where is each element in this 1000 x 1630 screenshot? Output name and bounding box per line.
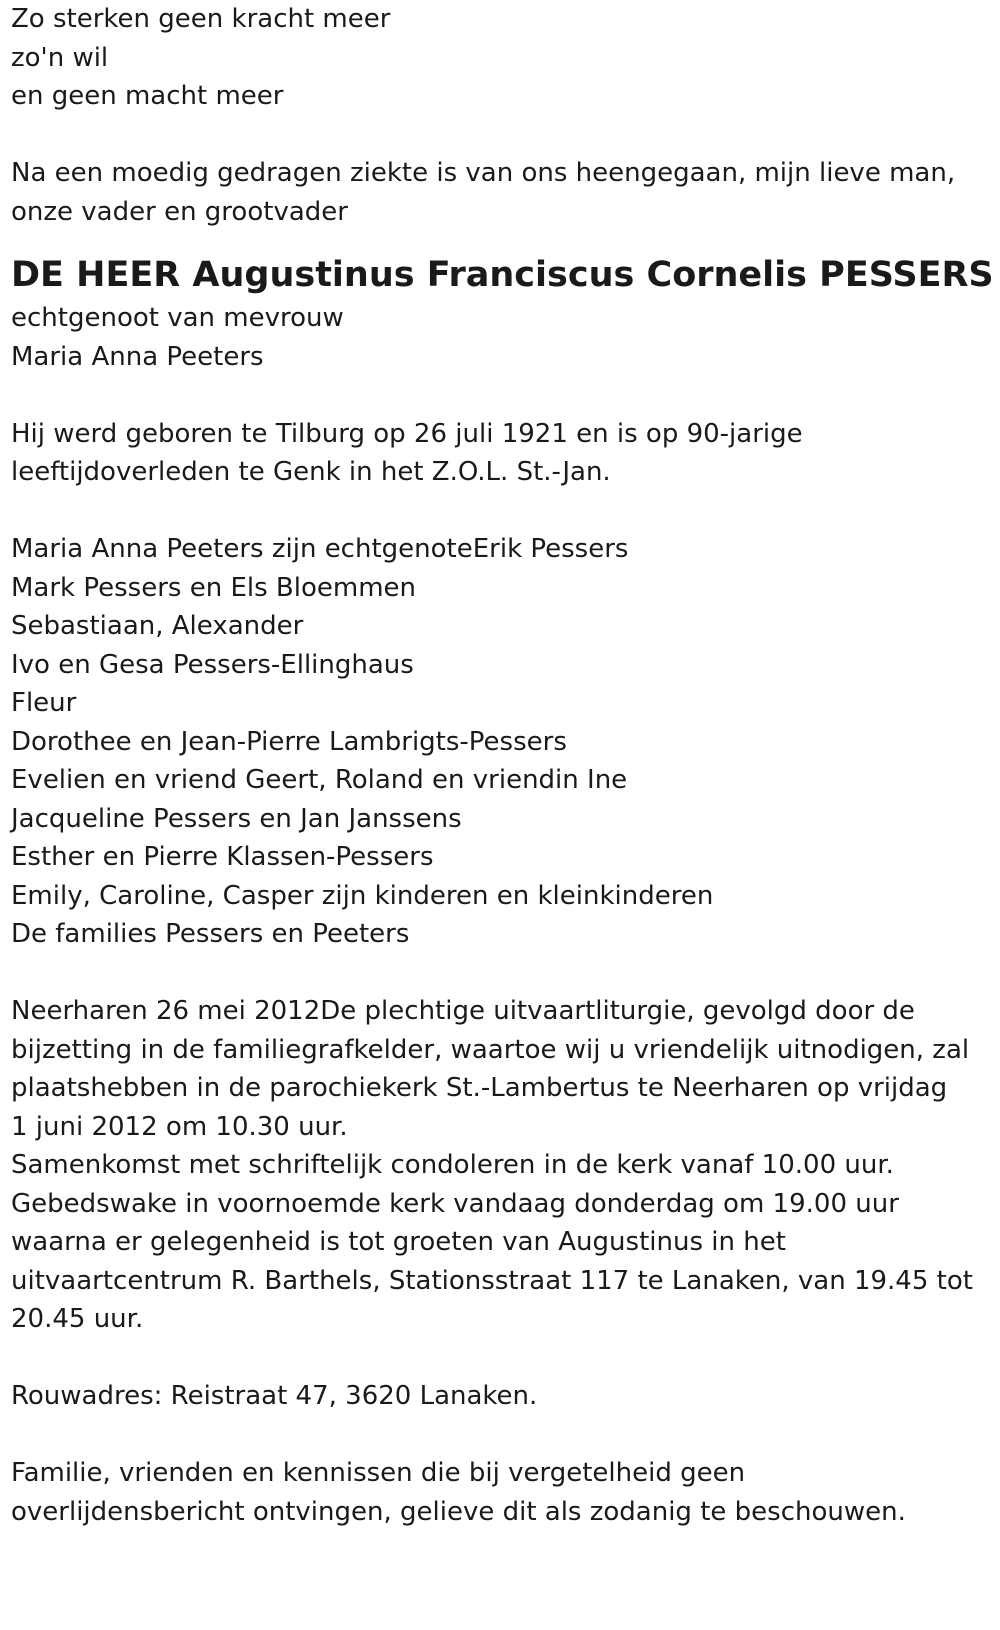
birth-info — [11, 415, 991, 492]
family-member: Maria Anna Peeters zijn echtgenoteErik Pessers — [11, 534, 629, 564]
spouse-info — [11, 299, 991, 376]
spouse-line: Maria Anna Peeters — [11, 341, 264, 372]
funeral-line: waarna er gelegenheid is tot groeten van Augustinus in het — [11, 1227, 786, 1257]
deceased-name: DE HEER Augustinus Franciscus Cornelis PESSERS — [11, 255, 994, 295]
intro-text — [11, 154, 991, 231]
funeral-details — [11, 992, 991, 1339]
poem-line: en geen macht meer — [11, 81, 284, 111]
birth-line: Hij werd geboren te Tilburg op 26 juli 1921 en is op 90-jarige — [11, 418, 803, 449]
family-member: Evelien en vriend Geert, Roland en vriendin Ine — [11, 765, 628, 795]
birth-line: leeftijdoverleden te Genk in het Z.O.L. St.-Jan. — [11, 457, 611, 487]
obituary-notice — [11, 0, 994, 1531]
poem-line: Zo sterken geen kracht meer — [11, 4, 391, 34]
funeral-line: Neerharen 26 mei 2012De plechtige uitvaartliturgie, gevolgd door de — [11, 996, 915, 1026]
funeral-line: uitvaartcentrum R. Barthels, Stationsstraat 117 te Lanaken, van 19.45 tot — [11, 1265, 973, 1296]
family-member: Dorothee en Jean-Pierre Lambrigts-Pessers — [11, 726, 567, 757]
spouse-line: echtgenoot van mevrouw — [11, 303, 344, 333]
funeral-line: 1 juni 2012 om 10.30 uur. — [11, 1111, 348, 1142]
closing-line: Familie, vrienden en kennissen die bij vergetelheid geen — [11, 1458, 746, 1488]
funeral-line: bijzetting in de familiegrafkelder, waartoe wij u vriendelijk uitnodigen, zal — [11, 1034, 970, 1065]
closing-line: overlijdensbericht ontvingen, gelieve dit als zodanig te beschouwen. — [11, 1496, 906, 1527]
family-member: Emily, Caroline, Casper zijn kinderen en kleinkinderen — [11, 880, 714, 911]
funeral-line: plaatshebben in de parochiekerk St.-Lambertus te Neerharen op vrijdag — [11, 1073, 948, 1103]
family-member: Jacqueline Pessers en Jan Janssens — [11, 803, 462, 834]
poem-line: zo'n wil — [11, 42, 109, 73]
funeral-line: 20.45 uur. — [11, 1304, 144, 1334]
poem — [11, 0, 991, 116]
closing-note — [11, 1454, 991, 1531]
family-member: De families Pessers en Peeters — [11, 919, 410, 949]
family-member: Mark Pessers en Els Bloemmen — [11, 572, 417, 603]
family-member: Sebastiaan, Alexander — [11, 611, 304, 641]
family-list — [11, 530, 991, 954]
family-member: Ivo en Gesa Pessers-Ellinghaus — [11, 649, 414, 680]
family-member: Esther en Pierre Klassen-Pessers — [11, 842, 434, 872]
family-member: Fleur — [11, 688, 77, 718]
funeral-line: Gebedswake in voornoemde kerk vandaag donderdag om 19.00 uur — [11, 1188, 899, 1219]
funeral-line: Samenkomst met schriftelijk condoleren in de kerk vanaf 10.00 uur. — [11, 1150, 894, 1180]
mourning-address: Rouwadres: Reistraat 47, 3620 Lanaken. — [11, 1381, 538, 1411]
intro-line: Na een moedig gedragen ziekte is van ons heengegaan, mijn lieve man, — [11, 158, 956, 188]
intro-line: onze vader en grootvader — [11, 196, 348, 227]
